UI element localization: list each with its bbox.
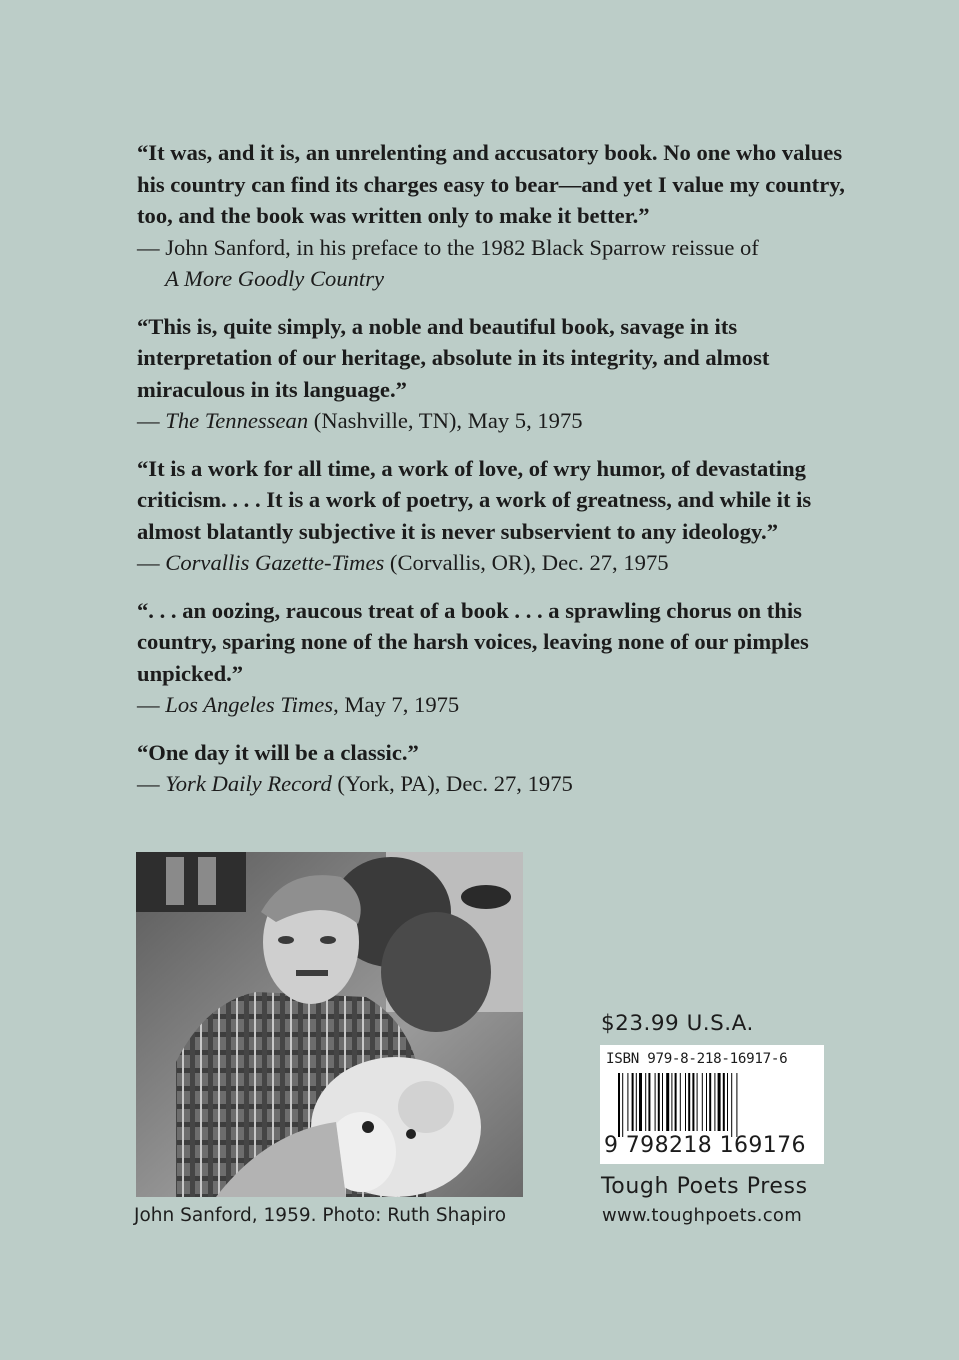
barcode-bar — [632, 1073, 634, 1131]
blurb-corvallis — [137, 453, 857, 579]
quote-text: “This is, quite simply, a noble and beautiful book, savage in its interpretation of our heritage, absolute in its integrity, and almost miraculous in its language.” — [137, 313, 770, 402]
barcode-bar — [648, 1073, 650, 1131]
barcode-bar — [658, 1073, 660, 1131]
barcode-bar — [636, 1073, 637, 1131]
barcode-bar — [692, 1073, 694, 1131]
barcode-bar — [688, 1073, 690, 1131]
barcode-bar — [685, 1073, 686, 1131]
attribution: — The Tennessean (Nashville, TN), May 5, 1975 — [137, 408, 583, 433]
attribution-source: York Daily Record — [165, 771, 332, 796]
barcode-bar — [706, 1073, 707, 1131]
attribution-detail: (York, PA), Dec. 27, 1975 — [331, 771, 573, 796]
barcode-bar — [697, 1073, 698, 1131]
barcode-bar — [622, 1073, 623, 1137]
blurb-la-times — [137, 595, 857, 721]
barcode-bar — [639, 1073, 642, 1131]
quote-text: “. . . an oozing, raucous treat of a book . . . a sprawling chorus on this country, sparing none of the harsh voices, leaving none of our pimples unpicked.” — [137, 597, 809, 686]
blurbs-section — [137, 137, 857, 816]
barcode-bar — [627, 1073, 628, 1131]
barcode-bar — [671, 1073, 672, 1131]
attribution-source: The Tennessean — [165, 408, 309, 433]
barcode-bar — [702, 1073, 703, 1131]
attribution-source: Los Angeles Times — [165, 692, 334, 717]
attribution: — Corvallis Gazette-Times (Corvallis, OR), Dec. 27, 1975 — [137, 550, 669, 575]
attribution: — York Daily Record (York, PA), Dec. 27, 1975 — [137, 771, 573, 796]
publisher-website[interactable]: www.toughpoets.com — [602, 1205, 803, 1226]
isbn-digits: 9 798218 169176 — [604, 1133, 806, 1158]
blurb-tennessean — [137, 311, 857, 437]
barcode-bar — [709, 1073, 711, 1131]
attribution-detail: (Nashville, TN), May 5, 1975 — [308, 408, 583, 433]
quote-text: “It was, and it is, an unrelenting and accusatory book. No one who values his country can find its charges easy to bear—and yet I value my country, too, and the book was written only to make it better.” — [137, 140, 845, 228]
quote-text: “One day it will be a classic.” — [137, 739, 419, 765]
attribution: — Los Angeles Times, May 7, 1975 — [137, 692, 460, 717]
blurb-york — [137, 737, 857, 800]
barcode-bar — [618, 1073, 620, 1137]
author-photo-image — [136, 852, 523, 1197]
photo-caption: John Sanford, 1959. Photo: Ruth Shapiro — [134, 1205, 507, 1226]
barcode-bar — [666, 1073, 669, 1131]
attribution-source: Corvallis Gazette-Times — [165, 550, 385, 575]
barcode-bar — [736, 1073, 737, 1137]
barcode-bar — [718, 1073, 721, 1131]
attribution-lead: — John Sanford, in his preface to the 1982 Black Sparrow reissue of — [137, 234, 759, 260]
isbn-barcode — [600, 1045, 824, 1164]
barcode-bar — [727, 1073, 728, 1131]
barcode-bar — [714, 1073, 715, 1131]
publisher-name: Tough Poets Press — [601, 1174, 808, 1199]
barcode-bar — [723, 1073, 725, 1131]
quote-text: “It is a work for all time, a work of love, of wry humor, of devastating criticism. . . . It is a work of poetry, a work of greatness, and while it is almost blatantly subjective it is never subservient to any ideology.” — [137, 455, 812, 544]
attribution-detail: , May 7, 1975 — [333, 692, 460, 717]
barcode-bar — [662, 1073, 663, 1131]
author-photo — [136, 852, 523, 1197]
price: $23.99 U.S.A. — [601, 1011, 754, 1036]
attribution — [137, 232, 857, 295]
barcode-bar — [675, 1073, 677, 1131]
barcode-bar — [645, 1073, 646, 1131]
barcode-bar — [655, 1073, 656, 1131]
attribution-detail: (Corvallis, OR), Dec. 27, 1975 — [384, 550, 669, 575]
blurb-sanford — [137, 137, 857, 295]
barcode-bar — [680, 1073, 681, 1131]
barcode-bar — [731, 1073, 732, 1137]
attribution-title: A More Goodly Country — [165, 266, 385, 291]
isbn-label: ISBN 979-8-218-16917-6 — [606, 1051, 788, 1067]
